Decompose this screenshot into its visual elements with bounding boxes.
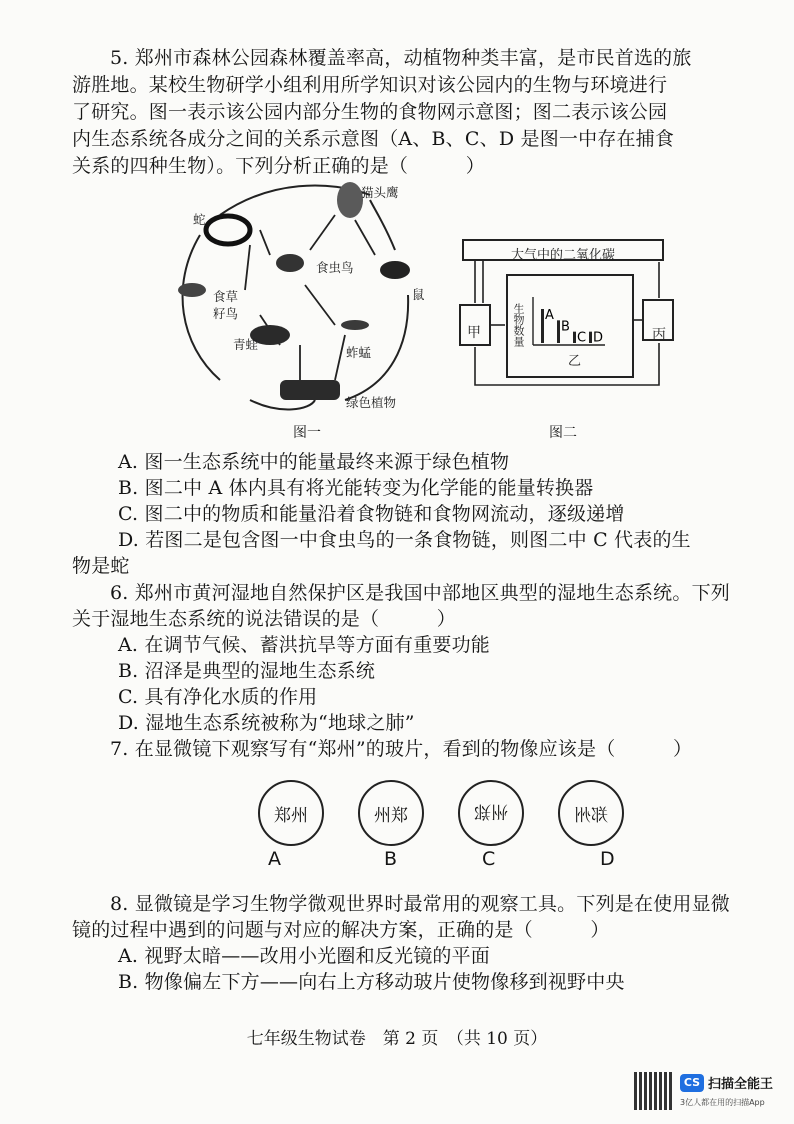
choice-b-circle <box>358 780 424 846</box>
bar-b <box>557 320 560 343</box>
q6-line-1: 6. 郑州市黄河湿地自然保护区是我国中部地区典型的湿地生态系统。下列 <box>110 582 730 604</box>
choice-d-circle <box>558 780 624 846</box>
q6-option-b: B. 沼泽是典型的湿地生态系统 <box>118 660 376 682</box>
choice-c-text: 州郑 <box>474 800 508 821</box>
choice-d-text: 郑州 <box>574 805 608 826</box>
insectbird-label: 食虫鸟 <box>316 260 354 275</box>
q5-option-d: D. 若图二是包含图一中食虫鸟的一条食物链，则图二中 C 代表的生 <box>118 529 691 551</box>
q5-option-a: A. 图一生态系统中的能量最终来源于绿色植物 <box>118 451 510 473</box>
bar-label-d: D <box>593 330 604 346</box>
jia-label: 甲 <box>467 325 481 341</box>
choice-a-text: 郑州 <box>274 805 308 826</box>
choice-b-label: B <box>384 848 398 870</box>
bar-a <box>541 309 544 343</box>
q5-line-3: 了研究。图一表示该公园内部分生物的食物网示意图；图二表示该公园 <box>72 101 668 123</box>
q5-option-b: B. 图二中 A 体内具有将光能转变为化学能的能量转换器 <box>118 477 594 499</box>
seedbird-label-2: 籽鸟 <box>213 306 239 321</box>
q6-option-d: D. 湿地生态系统被称为“地球之肺” <box>118 712 415 734</box>
snake-label: 蛇 <box>193 212 206 227</box>
plants-label: 绿色植物 <box>346 395 397 410</box>
q8-option-b: B. 物像偏左下方——向右上方移动玻片使物像移到视野中央 <box>118 971 625 993</box>
q8-line-2: 镜的过程中遇到的问题与对应的解决方案，正确的是（ ） <box>72 919 610 941</box>
mouse-label: 鼠 <box>412 287 425 302</box>
page-footer: 七年级生物试卷 第 2 页 （共 10 页） <box>246 1029 548 1049</box>
bar-label-a: A <box>545 308 554 323</box>
figure1-caption: 图一 <box>293 425 321 441</box>
figure2-caption: 图二 <box>549 425 577 441</box>
bing-label: 丙 <box>652 327 666 343</box>
choice-c-label: C <box>482 848 496 870</box>
population-bars <box>535 295 610 347</box>
owl-label: 猫头鹰 <box>361 185 399 200</box>
q6-option-a: A. 在调节气候、蓄洪抗旱等方面有重要功能 <box>118 634 491 656</box>
q8-line-1: 8. 显微镜是学习生物学微观世界时最常用的观察工具。下列是在使用显微 <box>110 893 730 915</box>
q6-line-2: 关于湿地生态系统的说法错误的是（ ） <box>72 608 457 630</box>
q6-option-c: C. 具有净化水质的作用 <box>118 686 318 708</box>
yi-label: 乙 <box>568 354 582 369</box>
q5-line-4: 内生态系统各成分之间的关系示意图（A、B、C、D 是图一中存在捕食 <box>72 128 675 150</box>
q7-line: 7. 在显微镜下观察写有“郑州”的玻片，看到的物像应该是（ ） <box>110 738 693 760</box>
choice-b-text: 州郑 <box>374 805 408 826</box>
q5-option-d-cont: 物是蛇 <box>72 555 130 577</box>
bar-label-c: C <box>577 330 587 346</box>
scanner-logo-icon: CS <box>680 1074 704 1092</box>
grasshopper-label: 蚱蜢 <box>346 345 372 360</box>
choice-d-label: D <box>600 848 615 870</box>
y-axis-label: 生物数量 <box>512 303 525 347</box>
q5-option-c: C. 图二中的物质和能量沿着食物链和食物网流动，逐级递增 <box>118 503 625 525</box>
q5-line-1: 5. 郑州市森林公园森林覆盖率高，动植物种类丰富，是市民首选的旅 <box>110 47 692 69</box>
seedbird-label-1: 食草 <box>213 289 239 304</box>
choice-a-circle <box>258 780 324 846</box>
q5-line-5: 关系的四种生物）。下列分析正确的是（ ） <box>72 155 485 177</box>
bar-c <box>573 332 576 343</box>
bar-label-b: B <box>561 319 570 335</box>
choice-c-circle <box>458 780 524 846</box>
q8-option-a: A. 视野太暗——改用小光圈和反光镜的平面 <box>118 945 491 967</box>
choice-a-label: A <box>268 848 281 870</box>
scanner-tagline: 3亿人都在用的扫描App <box>680 1098 765 1107</box>
bar-d <box>589 332 592 343</box>
q5-line-2: 游胜地。某校生物研学小组利用所学知识对该公园内的生物与环境进行 <box>72 74 668 96</box>
scanner-app-name: 扫描全能王 <box>708 1077 774 1092</box>
atmosphere-label: 大气中的二氧化碳 <box>511 248 616 263</box>
qr-code-icon <box>634 1072 672 1110</box>
frog-label: 青蛙 <box>233 337 259 352</box>
